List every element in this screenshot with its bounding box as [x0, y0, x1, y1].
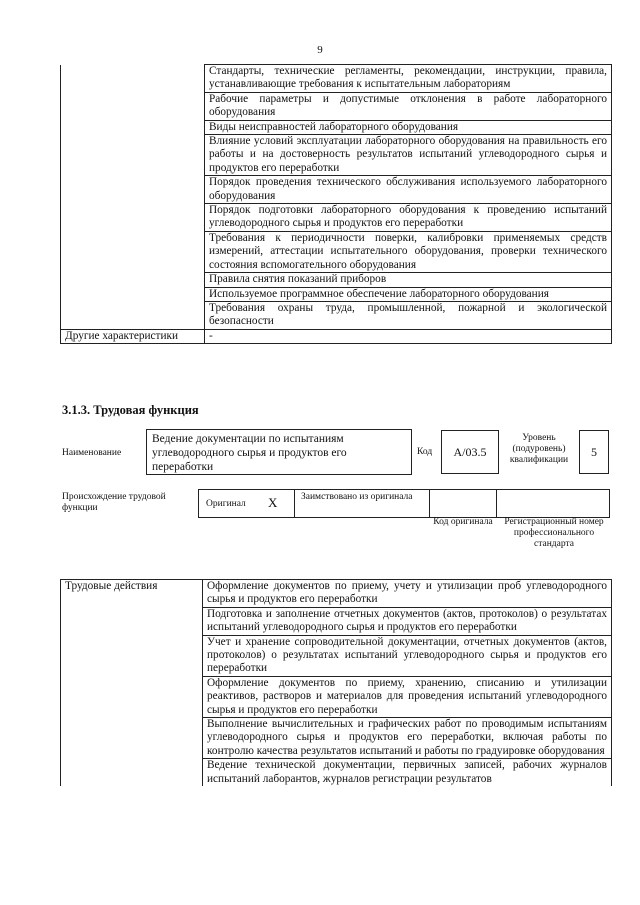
reg-number-box [496, 489, 610, 518]
actions-table [60, 579, 612, 786]
action-item: Оформление документов по приему, хранению, списанию и утилизации реактивов, растворов и материалов для проведения испытаний углеводородного сырья и продуктов его переработки [203, 676, 612, 717]
name-label: Наименование [62, 448, 122, 458]
knowledge-item: Влияние условий эксплуатации лабораторного оборудования на правильность его работы и на достоверность результатов испытаний углеводородного сырья и продуктов его переработки [205, 135, 612, 176]
borrowed-box [294, 489, 430, 518]
code-box [441, 430, 499, 474]
function-name: Ведение документации по испытаниям углеводородного сырья и продуктов его переработки [152, 433, 347, 473]
actions-label: Трудовые действия [61, 580, 203, 787]
other-characteristics-value: - [205, 329, 612, 343]
original-box [198, 489, 295, 518]
action-item: Оформление документов по приему, учету и утилизации проб углеводородного сырья и продуктов его переработки [203, 580, 612, 608]
knowledge-item: Рабочие параметры и допустимые отклонения в работе лабораторного оборудования [205, 92, 612, 120]
knowledge-item: Порядок проведения технического обслуживания используемого лабораторного оборудования [205, 176, 612, 204]
original-label: Оригинал [206, 499, 246, 509]
reg-number-caption: Регистрационный номер профессионального стандарта [504, 517, 604, 549]
function-name-box [146, 429, 412, 475]
page-number: 9 [317, 44, 323, 56]
knowledge-item: Порядок подготовки лабораторного оборудования к проведению испытаний углеводородного сырья и продуктов его переработки [205, 204, 612, 232]
origin-label: Происхождение трудовой функции [62, 492, 166, 513]
knowledge-label-cell [61, 65, 205, 330]
code-value: А/03.5 [453, 444, 487, 459]
action-item: Ведение технической документации, первичных записей, рабочих журналов испытаний лаборантов, журналов регистрации результатов [203, 759, 612, 786]
section-title: 3.1.3. Трудовая функция [62, 403, 199, 417]
knowledge-item: Правила снятия показаний приборов [205, 273, 612, 287]
knowledge-item: Требования охраны труда, промышленной, пожарной и экологической безопасности [205, 301, 612, 329]
code-original-caption: Код оригинала [433, 517, 493, 527]
knowledge-item: Требования к периодичности поверки, калибровки применяемых средств измерений, аттестации испытательного оборудования, проверки технического состояния вспомогательного оборудования [205, 231, 612, 272]
action-item: Подготовка и заполнение отчетных документов (актов, протоколов) о результатах испытаний углеводородного сырья и продуктов его переработки [203, 607, 612, 635]
original-mark: X [268, 495, 278, 510]
level-label: Уровень (подуровень) квалификации [509, 433, 569, 465]
action-item: Учет и хранение сопроводительной документации, отчетных документов (актов, протоколов) о результатах испытаний углеводородного сырья и продуктов его переработки [203, 635, 612, 676]
other-characteristics-label: Другие характеристики [61, 329, 205, 343]
knowledge-item: Стандарты, технические регламенты, рекомендации, инструкции, правила, устанавливающие требования к испытательным лабораториям [205, 65, 612, 93]
action-item: Выполнение вычислительных и графических работ по проводимым испытаниям углеводородного сырья и продуктов его переработки, включая работы по контролю качества результатов испытаний и работы по градуировке оборудования [203, 718, 612, 759]
knowledge-table [60, 64, 612, 344]
borrowed-label: Заимствовано из оригинала [301, 492, 413, 502]
level-box [579, 430, 609, 474]
knowledge-item: Используемое программное обеспечение лабораторного оборудования [205, 287, 612, 301]
level-value: 5 [591, 444, 597, 459]
code-original-box [429, 489, 497, 518]
knowledge-item: Виды неисправностей лабораторного оборудования [205, 120, 612, 134]
code-label: Код [417, 447, 433, 457]
